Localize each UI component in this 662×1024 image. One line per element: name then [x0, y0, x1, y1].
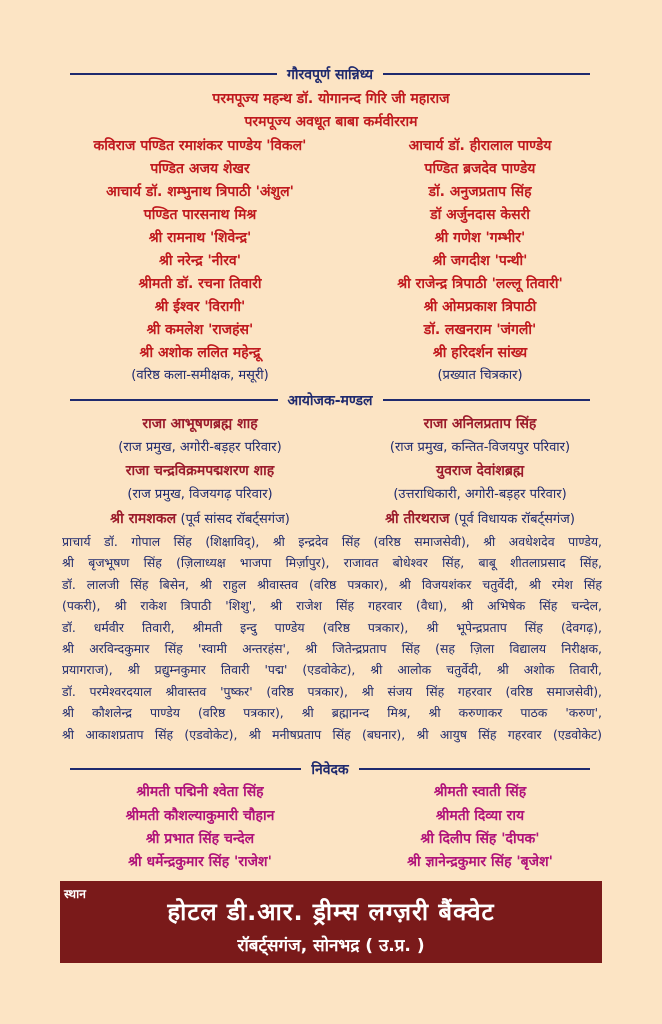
requester-left: श्री प्रभात सिंह चन्देल [145, 831, 255, 847]
patron-right: श्री गणेश 'गम्भीर' [434, 230, 526, 246]
requester-right: श्रीमती दिव्या राय [435, 808, 525, 824]
requester-right: श्री दिलीप सिंह 'दीपक' [420, 831, 540, 847]
patrons-title: गौरवपूर्ण सान्निध्य [286, 66, 374, 83]
patron-right: श्री राजेन्द्र त्रिपाठी 'लल्लू तिवारी' [397, 276, 563, 292]
patron-left: पण्डित अजय शेखर [150, 161, 250, 177]
patron-left: पण्डित पारसनाथ मिश्र [143, 207, 257, 223]
paragraph-line: श्री कौशलेन्द्र पाण्डेय (वरिष्ठ पत्रकार), श्री ब्रह्मानन्द मिश्र, श्री करुणाकर पाठक 'करुण', [62, 705, 602, 721]
former-mla-name: श्री तीरथराज [385, 511, 450, 527]
patron-right: डॉ. लखनराम 'जंगली' [423, 322, 537, 338]
patron-main-2: परमपूज्य अवधूत बाबा कर्मवीरराम [244, 114, 418, 130]
former-mla-right [340, 509, 620, 530]
organizer-note-right: (राज प्रमुख, कन्तित-विजयपुर परिवार) [389, 440, 571, 455]
patrons-header [70, 64, 590, 84]
divider [70, 768, 301, 770]
requester-right: श्रीमती स्वाती सिंह [433, 784, 527, 800]
former-mp-note: (पूर्व सांसद रॉबर्ट्सगंज) [180, 512, 290, 527]
organizer-note-left: (राज प्रमुख, विजयगढ़ परिवार) [127, 487, 273, 502]
former-mla-note: (पूर्व विधायक रॉबर्ट्सगंज) [453, 512, 575, 527]
organizer-right: राजा अनिलप्रताप सिंह [423, 416, 537, 432]
venue-name: होटल डी.आर. ड्रीम्स लग्ज़री बैंक्वेट [167, 898, 495, 926]
requesters-header [70, 759, 590, 779]
former-mp-left [60, 509, 340, 530]
requesters-title: निवेदक [311, 761, 349, 778]
organizer-right: युवराज देवांशब्रह्म [435, 463, 525, 479]
paragraph-line: श्री अरविन्दकुमार सिंह 'स्वामी अन्तरहंस', श्री जितेन्द्रप्रताप सिंह (सह ज़िला विद्यालय निरीक्षक, [62, 641, 602, 657]
organizers-header [70, 390, 590, 410]
patron-right: श्री हरिदर्शन सांख्य [432, 345, 528, 361]
patron-left: श्री ईश्वर 'विरागी' [154, 299, 246, 315]
requester-right: श्री ज्ञानेन्द्रकुमार सिंह 'बृजेश' [407, 854, 553, 870]
patron-left: श्री नरेन्द्र 'नीरव' [158, 253, 242, 269]
requester-left: श्रीमती पद्मिनी श्वेता सिंह [136, 784, 264, 800]
requester-left: श्री धर्मेन्द्रकुमार सिंह 'राजेश' [128, 854, 272, 870]
patron-left: श्री कमलेश 'राजहंस' [146, 322, 254, 338]
patron-right: डॉ. अनुजप्रताप सिंह [428, 184, 532, 200]
patron-right: आचार्य डॉ. हीरालाल पाण्डेय [408, 138, 552, 154]
patron-left: आचार्य डॉ. शम्भुनाथ त्रिपाठी 'अंशुल' [106, 184, 294, 200]
paragraph-line: डॉ. परमेश्वरदयाल श्रीवास्तव 'पुष्कर' (वरिष्ठ पत्रकार), श्री संजय सिंह गहरवार (वरिष्ठ समाजसेवी), [62, 683, 602, 699]
divider [70, 399, 278, 401]
patron-note-left: (वरिष्ठ कला-समीक्षक, मसूरी) [131, 368, 269, 383]
organizer-left: राजा चन्द्रविक्रमपद्मशरण शाह [125, 463, 275, 479]
patron-right: पण्डित ब्रजदेव पाण्डेय [424, 161, 536, 177]
paragraph-line: प्राचार्य डॉ. गोपाल सिंह (शिक्षाविद्), श्री इन्द्रदेव सिंह (वरिष्ठ समाजसेवी), श्री अवधेशदेव पाण्डेय, [62, 534, 602, 549]
divider [383, 399, 591, 401]
requester-left: श्रीमती कौशल्याकुमारी चौहान [125, 808, 275, 824]
organizer-left: राजा आभूषणब्रह्म शाह [142, 416, 258, 432]
patron-left: श्री अशोक ललित महेन्द्रू [139, 345, 261, 361]
organizer-note-right: (उत्तराधिकारी, अगोरी-बड़हर परिवार) [393, 487, 567, 502]
divider [383, 73, 590, 75]
venue-box [60, 881, 602, 963]
organizers-title: आयोजक-मण्डल [287, 392, 373, 409]
patron-left: श्री रामनाथ 'शिवेन्द्र' [148, 230, 252, 246]
former-mp-name: श्री रामशकल [110, 511, 177, 527]
venue-tag: स्थान [64, 887, 86, 901]
paragraph-line: (पकरी), श्री राकेश त्रिपाठी 'शिशु', श्री राजेश सिंह गहरवार (वैधा), श्री अभिषेक सिंह चन्देल, [62, 598, 602, 614]
paragraph-line: प्रयागराज), श्री प्रद्युम्नकुमार तिवारी 'पद्म' (एडवोकेट), श्री आलोक चतुर्वेदी, श्री अशोक तिवारी, [62, 662, 602, 678]
paragraph-line: श्री आकाशप्रताप सिंह (एडवोकेट), श्री मनीषप्रताप सिंह (बघनार), श्री आयुष सिंह गहरवार (एडवोकेट) [62, 726, 602, 742]
divider [359, 768, 590, 770]
paragraph-line: डॉ. धर्मवीर तिवारी, श्रीमती इन्दु पाण्डेय (वरिष्ठ पत्रकार), श्री भूपेन्द्रप्रताप सिंह (देवगढ़), [62, 619, 602, 635]
patron-right: श्री जगदीश 'पन्थी' [432, 253, 528, 269]
patron-right: डॉ अर्जुनदास केसरी [430, 207, 530, 223]
paragraph-line: डॉ. लालजी सिंह बिसेन, श्री राहुल श्रीवास्तव (वरिष्ठ पत्रकार), श्री विजयशंकर चतुर्वेदी, श्री रमेश सिंह [62, 576, 602, 592]
patron-note-right: (प्रख्यात चित्रकार) [437, 368, 523, 383]
patron-left: कविराज पण्डित रमाशंकर पाण्डेय 'विकल' [93, 138, 307, 154]
patron-main-1: परमपूज्य महन्थ डॉ. योगानन्द गिरि जी महाराज [212, 91, 450, 107]
venue-address: रॉबर्ट्सगंज, सोनभद्र ( उ.प्र. ) [237, 936, 425, 956]
organizer-note-left: (राज प्रमुख, अगोरी-बड़हर परिवार) [118, 440, 282, 455]
organizers-paragraph [62, 531, 602, 745]
divider [70, 73, 277, 75]
patron-right: श्री ओमप्रकाश त्रिपाठी [423, 299, 537, 315]
paragraph-line: श्री बृजभूषण सिंह (ज़िलाध्यक्ष भाजपा मिर्ज़ापुर), राजावत बोधेश्वर सिंह, बाबू शीतलाप्रसाद सिंह, [62, 555, 602, 571]
patron-left: श्रीमती डॉ. रचना तिवारी [138, 276, 262, 292]
